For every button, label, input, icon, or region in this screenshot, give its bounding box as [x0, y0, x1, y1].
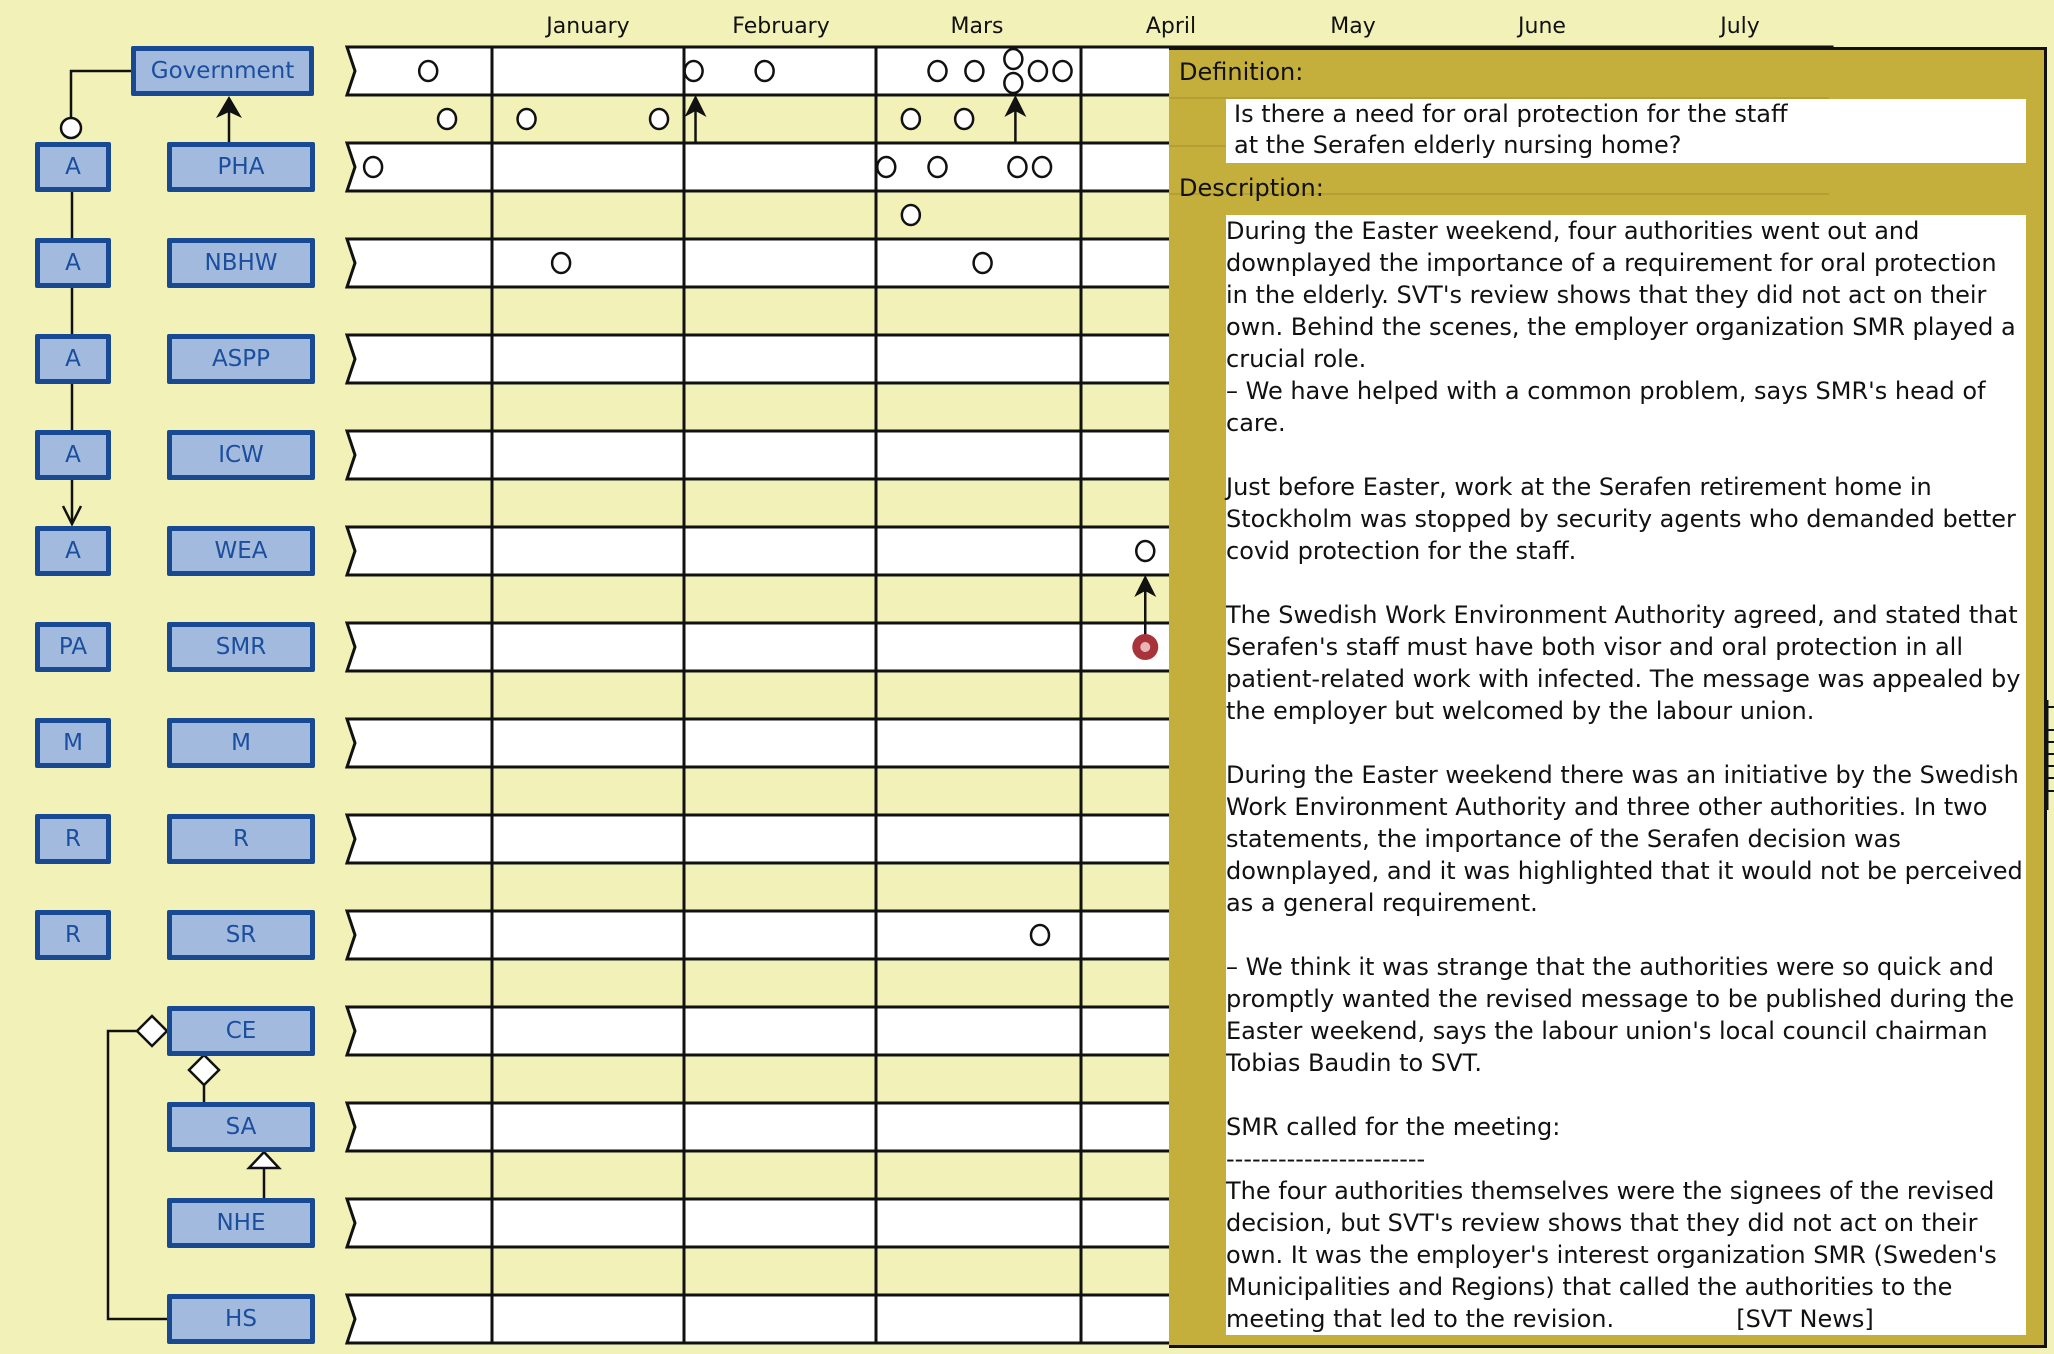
event-marker — [965, 61, 983, 81]
description-spacer — [1226, 1079, 2026, 1111]
event-marker — [1054, 61, 1072, 81]
entity-smr[interactable] — [167, 622, 315, 672]
entity-label: R — [65, 826, 81, 852]
entity-ce[interactable] — [167, 1006, 315, 1056]
entity-hs[interactable] — [167, 1294, 315, 1344]
entity-label: R — [233, 826, 249, 852]
description-field[interactable] — [1226, 215, 2031, 1335]
description-paragraph: – We think it was strange that the authorities were so quick and promptly wanted the revised message to be published during the Easter weekend, says the labour union's local council chairman Tobias Baudin to SVT. — [1226, 953, 2022, 1077]
entity-sa[interactable] — [167, 1102, 315, 1152]
event-marker — [650, 109, 668, 129]
event-marker — [438, 109, 456, 129]
description-paragraph: The Swedish Work Environment Authority agreed, and stated that Serafen's staff must have both visor and oral protection in all patient-related work with infected. The message was appealed by the employer but welcomed by the labour union. — [1226, 601, 2029, 725]
description-paragraph: SMR called for the meeting: ----------------------- The four authorities themselves were the signees of the revised decision, but SVT's review shows that they did not act on their own. It was the employer's interest organization SMR (Sweden's Municipalities and Regions) that called the authorities to the meeting that led to the revision. [SVT News] — [1226, 1113, 1997, 1333]
entity-r-left-2[interactable] — [35, 910, 111, 960]
entity-label: NBHW — [204, 250, 278, 276]
entity-government[interactable] — [131, 46, 314, 96]
event-marker — [877, 157, 895, 177]
entity-label: WEA — [214, 538, 268, 564]
entity-m[interactable] — [167, 718, 315, 768]
entity-label: HS — [225, 1306, 257, 1332]
month-label-january: January — [546, 14, 630, 39]
entity-label: PA — [58, 634, 88, 660]
entity-label: A — [65, 250, 81, 276]
event-marker — [419, 61, 437, 81]
aggregation-line — [108, 1031, 167, 1319]
entity-label: SMR — [215, 634, 267, 660]
month-label-june: June — [1518, 14, 1566, 39]
entity-label: Government — [150, 58, 295, 84]
month-label-july: July — [1720, 14, 1760, 39]
event-marker — [1033, 157, 1051, 177]
entity-a-4[interactable] — [35, 430, 111, 480]
event-marker — [1029, 61, 1047, 81]
entity-label: M — [231, 730, 251, 756]
entity-pa[interactable] — [35, 622, 111, 672]
entity-a-5[interactable] — [35, 526, 111, 576]
entity-aspp[interactable] — [167, 334, 315, 384]
generalization-triangle-icon — [249, 1152, 279, 1168]
event-marker — [1031, 925, 1049, 945]
event-marker — [955, 109, 973, 129]
entity-label: ICW — [218, 442, 264, 468]
entity-label: A — [65, 538, 81, 564]
event-marker — [364, 157, 382, 177]
event-detail-panel — [1169, 47, 2047, 1348]
event-marker — [518, 109, 536, 129]
entity-icw[interactable] — [167, 430, 315, 480]
entity-label: SR — [225, 922, 257, 948]
entity-nbhw[interactable] — [167, 238, 315, 288]
description-spacer — [1226, 919, 2026, 951]
month-label-april: April — [1145, 14, 1197, 39]
event-marker — [929, 157, 947, 177]
selected-event-marker-center — [1140, 642, 1150, 652]
entity-label: ASPP — [211, 346, 271, 372]
entity-label: M — [63, 730, 83, 756]
definition-field[interactable]: Is there a need for oral protection for the staff at the Serafen elderly nursing home? — [1226, 99, 2026, 163]
event-marker — [974, 253, 992, 273]
description-spacer — [1226, 567, 2026, 599]
entity-sr[interactable] — [167, 910, 315, 960]
event-marker — [1008, 157, 1026, 177]
entity-a-2[interactable] — [35, 238, 111, 288]
description-paragraph: During the Easter weekend, four authorities went out and downplayed the importance of a requirement for oral protection in the elderly. SVT's review shows that they did not act on their own. Behind the scenes, the employer organization SMR played a crucial role. – We have helped with a common problem, says SMR's head of care. — [1226, 217, 2016, 437]
entity-m-left[interactable] — [35, 718, 111, 768]
entity-label: R — [65, 922, 81, 948]
event-marker — [902, 109, 920, 129]
association-line — [71, 71, 131, 118]
interface-circle-icon — [61, 118, 81, 138]
composition-diamond-icon — [189, 1055, 219, 1085]
event-marker — [902, 205, 920, 225]
entity-a-1[interactable] — [35, 142, 111, 192]
entity-label: A — [65, 442, 81, 468]
event-marker — [552, 253, 570, 273]
description-spacer — [1226, 439, 2026, 471]
entity-r-left-1[interactable] — [35, 814, 111, 864]
entity-label: A — [65, 154, 81, 180]
entity-label: CE — [225, 1018, 257, 1044]
entity-wea[interactable] — [167, 526, 315, 576]
event-marker — [1004, 73, 1022, 93]
entity-label: SA — [225, 1114, 257, 1140]
entity-label: PHA — [217, 154, 265, 180]
entity-label: A — [65, 346, 81, 372]
month-label-mars: Mars — [950, 14, 1004, 39]
entity-label: NHE — [216, 1210, 266, 1236]
aggregation-diamond-icon — [137, 1016, 167, 1046]
description-spacer — [1226, 727, 2026, 759]
month-label-february: February — [732, 14, 830, 39]
event-marker — [1136, 541, 1154, 561]
background-decoration — [2047, 700, 2054, 810]
event-marker — [756, 61, 774, 81]
month-label-may: May — [1330, 14, 1376, 39]
entity-a-3[interactable] — [35, 334, 111, 384]
description-paragraph: Just before Easter, work at the Serafen retirement home in Stockholm was stopped by security agents who demanded better covid protection for the staff. — [1226, 473, 2024, 565]
event-marker — [685, 61, 703, 81]
description-label: Description: — [1179, 174, 1324, 202]
entity-nhe[interactable] — [167, 1198, 315, 1248]
definition-label: Definition: — [1179, 58, 1304, 86]
description-paragraph: During the Easter weekend there was an initiative by the Swedish Work Environment Authority and three other authorities. In two statements, the importance of the Serafen decision was downplayed, and it was highlighted that it would not be perceived as a general requirement. — [1226, 761, 2031, 917]
event-marker — [1004, 49, 1022, 69]
entity-r[interactable] — [167, 814, 315, 864]
event-marker — [929, 61, 947, 81]
entity-pha[interactable] — [167, 142, 315, 192]
